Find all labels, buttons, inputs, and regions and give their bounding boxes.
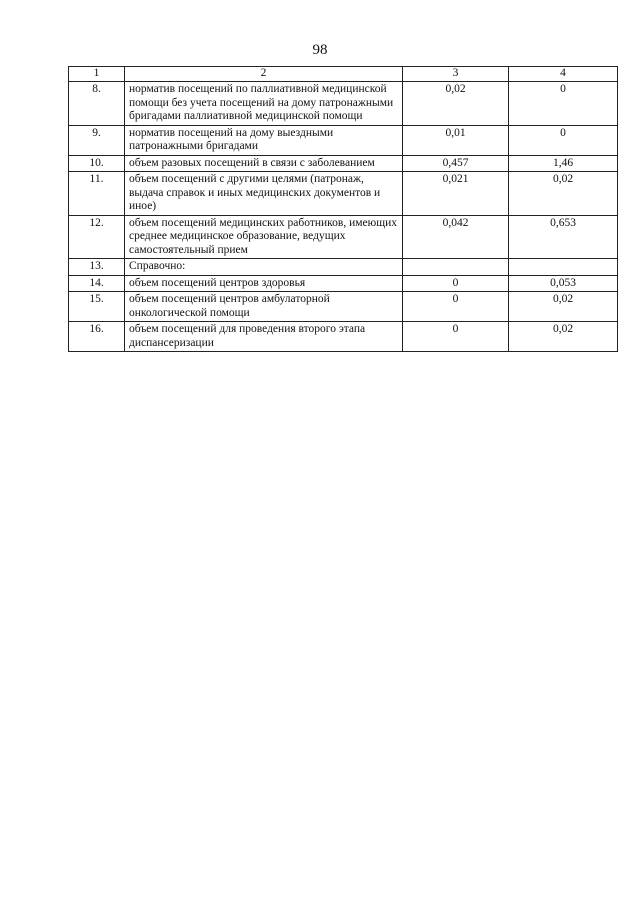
page-number: 98 — [312, 42, 328, 58]
table-row — [69, 322, 618, 352]
data-table — [68, 66, 618, 352]
header-col-4: 4 — [509, 67, 618, 82]
row-value-col3: 0,042 — [403, 215, 509, 259]
row-number: 14. — [69, 275, 125, 292]
table-row — [69, 292, 618, 322]
row-value-col4: 0 — [509, 125, 618, 155]
table-row — [69, 172, 618, 216]
row-description: Справочно: — [125, 259, 403, 276]
row-number: 9. — [69, 125, 125, 155]
table-row — [69, 125, 618, 155]
table-row — [69, 82, 618, 126]
row-description: объем посещений для проведения второго этапа диспансеризации — [125, 322, 403, 352]
row-description: объем посещений медицинских работников, имеющих среднее медицинское образование, ведущих самостоятельный прием — [125, 215, 403, 259]
row-value-col4: 0 — [509, 82, 618, 126]
row-number: 10. — [69, 155, 125, 172]
table-header-row — [69, 67, 618, 82]
row-value-col4: 0,653 — [509, 215, 618, 259]
header-col-2: 2 — [125, 67, 403, 82]
row-description: объем посещений центров амбулаторной онкологической помощи — [125, 292, 403, 322]
row-value-col4: 0,02 — [509, 172, 618, 216]
header-col-3: 3 — [403, 67, 509, 82]
row-number: 13. — [69, 259, 125, 276]
row-number: 8. — [69, 82, 125, 126]
row-value-col3: 0,021 — [403, 172, 509, 216]
header-col-1: 1 — [69, 67, 125, 82]
table-row — [69, 259, 618, 276]
row-value-col4: 1,46 — [509, 155, 618, 172]
row-value-col3: 0,457 — [403, 155, 509, 172]
row-description: объем разовых посещений в связи с заболеванием — [125, 155, 403, 172]
row-description: объем посещений центров здоровья — [125, 275, 403, 292]
row-value-col4: 0,02 — [509, 292, 618, 322]
row-number: 11. — [69, 172, 125, 216]
table-row — [69, 275, 618, 292]
row-value-col3: 0,01 — [403, 125, 509, 155]
row-value-col3: 0 — [403, 292, 509, 322]
row-description: объем посещений с другими целями (патронаж, выдача справок и иных медицинских документов и иное) — [125, 172, 403, 216]
row-value-col4: 0,053 — [509, 275, 618, 292]
row-value-col3: 0,02 — [403, 82, 509, 126]
table-row — [69, 155, 618, 172]
row-value-col4: 0,02 — [509, 322, 618, 352]
row-value-col3: 0 — [403, 322, 509, 352]
row-value-col4 — [509, 259, 618, 276]
row-number: 16. — [69, 322, 125, 352]
row-description: норматив посещений на дому выездными патронажными бригадами — [125, 125, 403, 155]
table-row — [69, 215, 618, 259]
row-number: 15. — [69, 292, 125, 322]
row-number: 12. — [69, 215, 125, 259]
row-description: норматив посещений по паллиативной медицинской помощи без учета посещений на дому патронажными бригадами паллиативной медицинской помощи — [125, 82, 403, 126]
row-value-col3 — [403, 259, 509, 276]
row-value-col3: 0 — [403, 275, 509, 292]
